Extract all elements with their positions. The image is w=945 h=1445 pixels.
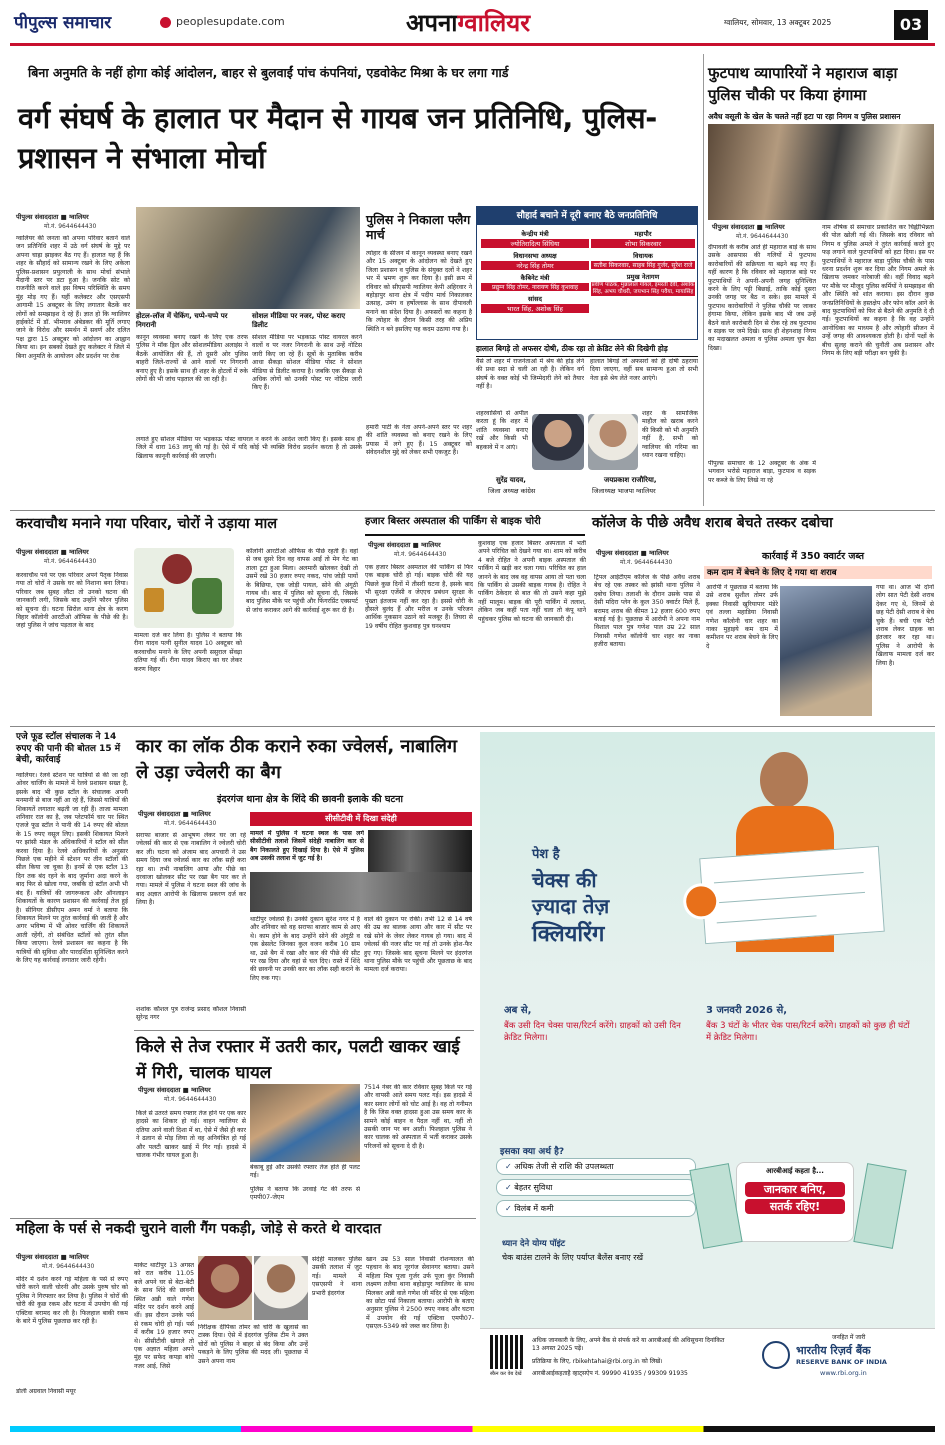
leaders-header: सौहार्द बचाने में दूरी बनाए बैठे जनप्रतिनिधि: [477, 207, 697, 225]
lead-mobile: मो.नं. 9644644430: [44, 223, 97, 230]
paper-logo: [14, 10, 111, 33]
meaning-item-label: बेहतर सुविधा: [514, 1183, 553, 1192]
leader-names: शोभा सिकरवार: [591, 239, 695, 248]
model-head: [760, 752, 808, 808]
quote2-name: जयप्रकाश राजौरिया,: [604, 476, 657, 484]
quote1-text: शहरवासियों से अपील करता हूं कि शहर में शांति व्यवस्था बनाए रखें और किसी भी बहकावे में न आएं।: [476, 410, 528, 451]
leader-role: कैबिनेट मंत्री: [520, 274, 550, 282]
quotes-left-text: वैसे तो शहर में राजनेताओं में श्रेय की होड़ लेने की प्रथा सदा से चली आ रही है। लेकिन वर्ग संघर्ष के वक्त कोई भी जिम्मेदारी लेने को तैयार नहीं है।: [476, 358, 584, 391]
purse-col3a: संदेही मालकर पुलिस उसकी तलाश में जुट गई। मामले में एसएसपी ने थाना प्रभारी इंदरगंज: [312, 1256, 362, 1297]
meaning-item: [496, 1158, 696, 1175]
quote1-role: जिला अध्यक्ष कांग्रेस: [488, 487, 536, 495]
leader-role: विधानसभा अध्यक्ष: [513, 252, 557, 260]
leader-role: प्रमुख नेतागण: [626, 273, 660, 281]
cctv-photo-2: [250, 872, 472, 912]
accused-photo-2: [254, 1256, 308, 1320]
stall-headline: एजे फूड स्टॉल संचालक ने 14 रुपए की पानी की बोतल 15 में बेची, कार्रवाई: [16, 732, 121, 765]
fort-mobile: मो.नं. 9644644430: [164, 1096, 217, 1103]
fort-byline: पीपुल्स संवाददाता ■ ग्वालियर: [138, 1086, 211, 1094]
meaning-item-label: अधिक तेजी से राशि की उपलब्धता: [514, 1162, 614, 1171]
maharaj-col1b: पीपुल्स समाचार के 12 अक्टूबर के अंक में भगवान भरोसे महाराज बाड़ा, फुटपाथ व सड़क पर कब्जे के लिए लिखे ना रहे: [708, 460, 816, 484]
bike-col2: कुशवाह एक हजार बिस्तर अस्पताल में भर्ती अपने परिचित को देखने गया था। शाम को करीब 4 बजे रोहित ने अपनी बाइक अस्पताल की पार्किंग में खड़ी कर चला गया। परिचित का हाल जानने के बाद जब वह वापस आया तो पता चला कि पार्किंग से उसकी बाइक गायब है। रोहित ने पार्किंग ठेकेदार से बात की तो उसने कहा मुझे नहीं मालूम। बाइक की पूरी पार्किंग में तलाश, लेकिन जब कहीं पता नहीं चला तो कंपू थाने पहुंचकर पुलिस को घटना की जानकारी दी।: [478, 540, 586, 623]
lead-byline: पीपुल्स संवाददाता ■ ग्वालियर: [16, 213, 89, 221]
jewel-byline: पीपुल्स संवाददाता ■ ग्वालियर: [138, 810, 211, 818]
purse-col1: मंदिर में दर्शन करने गई महिला के पर्स से रुपए चोरी करने वाली चोरनी और उसके पुरुष चोर को पुलिस ने गिरफ्तार कर लिया है। पुलिस ने चोरों की चोरी की कुछ रकम और घटना में उपयोग की गई एक्टिवा बरामद कर ली है। फिलहाल बाकी रकम के बारे में पुलिस पूछताछ कर रही है।: [16, 1276, 128, 1326]
leader-names: ज्योतिरादित्य सिंधिया: [481, 239, 589, 248]
cctv-photo: [368, 830, 472, 874]
bike-col1: एक हजार बिस्तर अस्पताल की पार्किंग से फिर एक बाइक चोरी हो गई। बाइक चोरी की यह पिछले कुछ दिनों में तीसरी घटना है, इसके बाद भी सुरक्षा एजेंसी व जेएएच प्रबंधन सुरक्षा के पुख्ता इंतजाम नहीं कर रहा है। इससे चोरी के हौसले बुलंद हैं और मरीज व उनके परिजन आर्थिक नुकसान उठाने को मजबूर हैं। तिघरा से 19 वर्षीय रोहित कुशवाह पुत्र घनश्याम: [365, 564, 473, 630]
meaning-head: इसका क्या अर्थ है?: [500, 1147, 565, 1157]
section-rule-4: [10, 1218, 476, 1219]
aware-2: सतर्क रहिए!: [745, 1199, 845, 1214]
fort-headline: किले से तेज रफ्तार में उतरी कार, पलटी खाकर खाई में गिरी, चालक घायल: [136, 1037, 460, 1083]
check-icon: ✓: [505, 1162, 515, 1171]
ad-title-2: ज़्यादा तेज़: [532, 894, 610, 918]
meaning-item-label: विलंब में कमी: [514, 1204, 554, 1213]
lead-photo-police: [136, 207, 360, 309]
ad-box1-text: बैंक उसी दिन चेक्स पास/रिटर्न करेंगे। ग्राहकों को उसी दिन क्रेडिट मिलेगा।: [504, 1021, 681, 1043]
quote1-photo: [532, 414, 584, 470]
leader-role: सांसद: [528, 295, 542, 303]
issue-date: ग्वालियर, सोमवार, 13 अक्टूबर 2025: [724, 18, 832, 27]
liquor-photo: [780, 586, 872, 716]
section-rule-1: [10, 510, 935, 511]
leader-names: प्रद्युम्न सिंह तोमर, नारायण सिंह कुशवाह: [481, 283, 589, 291]
bike-headline-rule: [365, 534, 585, 536]
ad-footer: [480, 1328, 935, 1407]
cheque-line: [715, 892, 865, 903]
leader-names: सतीश सिकरवार, साहब सिंह गुर्जर, सुरेश राजे: [591, 261, 695, 269]
fort-col2b: पुलिस ने बताया कि उरवाई गेट की तरफ से एमपी07-जेएम: [250, 1186, 360, 1202]
ad-title-3: क्लियरिंग: [532, 922, 605, 947]
leader-names: भारत सिंह, अशोक सिंह: [481, 304, 589, 313]
purse-byline: पीपुल्स संवाददाता ■ ग्वालियर: [16, 1253, 89, 1261]
cheque-graphic: [699, 846, 885, 944]
quote2-role: जिलाध्यक्ष भाजपा ग्वालियर: [592, 487, 656, 495]
leader-names: प्रवीण पाठक, मुन्नालाल गोयल, इमरती देवी, अशोक सिंह, अभय चौधरी, जयभान सिंह पवैया, मायासिंह: [591, 282, 695, 295]
cheque-line: [714, 872, 864, 883]
banknote-graphic-right: [853, 1163, 906, 1249]
thief-figure-icon: [162, 554, 192, 584]
karwa-byline: पीपुल्स संवाददाता ■ ग्वालियर: [16, 548, 89, 556]
masthead: [0, 0, 945, 44]
karwa-mobile: मो.नं. 9644644430: [44, 558, 97, 565]
cctv-header: सीसीटीवी में दिखा संदेही: [250, 812, 472, 826]
leader-names: नरेन्द्र सिंह तोमर: [481, 261, 589, 270]
ad-box-2: [706, 1002, 916, 1072]
rbi-mascot-box: [736, 1162, 854, 1242]
purse-col1b: डोली अग्रवाल निवासी मयूर: [16, 1388, 76, 1395]
jewel-col2: थाटीपुर ज्वेलर्स हैं। उनकी दुकान सुरेश नगर में है और शनिवार को वह सराफा बाजार काम से आए थे। काम होने के बाद उन्होंने सोने की अंगूठी व एक ब्रेसलेट जिनका कुल वजन करीब 10 ग्राम था, उसे बैग में रखा और कार की पीछे की सीट पर रख दिया और वहां से चल दिए। रास्ते में शिंदे की छावनी पर उनकी कार का लॉक सही कराने के लिए रुक गए।: [250, 916, 360, 982]
rbi-name-en: RESERVE BANK OF INDIA: [796, 1358, 887, 1366]
karwa-col2: मामला दर्ज कर लिया है। पुलिस ने बताया कि रीना यादव पत्नी सुनील यादव 10 अक्टूबर को करवाचौथ मनाने के लिए अपनी ससुराल सेंवढ़ा दतिया गई थीं। रीना यादव किराए का घर लेकर करण विहार: [134, 632, 242, 673]
stall-text: ग्वालियर। रेलवे स्टेशन पर यात्रियों से की जा रही ओवर चार्जिंग के मामले में रेलवे प्रशासन सख्त है, इसके बाद भी कुछ स्टॉल के संचालक अपनी मनमानी से बाज नहीं आ रहे हैं, जिससे यात्रियों की शिकायतें लगातार बढ़ती जा रही हैं। ताजा मामला शनिवार रात का है, जब प्लेटफॉर्म चार पर स्थित एजजे फूड स्टॉल ने पानी की 14 रुपए की बोतल के 15 रुपए वसूल लिए। इसकी शिकायत मिलने पर झांसी मंडल के अधिकारियों ने स्टॉल को सील करवा दिया है। रेलवे अधिकारियों के अनुसार पिछले एक महीने में स्टेशन पर तीन स्टॉलों की सील किया जा चुका है। इनमें से एक स्टॉल 13 दिन तक बंद रहने के बाद जुर्माना अदा करने के बाद फिर से खोला गया, जबकि दो स्टॉल अभी भी बंद हैं। यात्रियों की जागरूकता और ऑनलाइन शिकायतों के कारण प्रशासन की कार्रवाई तेज हुई है। सीनियर डीसीएम अमन वर्मा ने बताया कि शिकायत मिलने पर तुरंत कार्रवाई की जाती है और अगर भविष्य में भी ओवर चार्जिंग की शिकायतें आती रहेंगी, तो संबंधित स्टॉलों को तुरंत सील किया जाएगा। रेलवे प्रशासन का कहना है कि यात्रियों की सुविधा और पारदर्शिता सुनिश्चित करने के लिए यह कार्रवाई लगातार जारी रहेगी।: [16, 772, 128, 964]
purse-headline: महिला के पर्स से नकदी चुराने वाली गैंग पकड़ी, जोड़े से करते थे वारदात: [16, 1221, 382, 1237]
print-color-bar: [10, 1426, 935, 1432]
quote1-name: सुरेंद्र यादव,: [496, 476, 526, 484]
maharaj-col1: दीपावली के करीब आते ही महाराज बाड़े के साथ उसके आसपास की गलियों में फुटपाथ कारोबारियों की सक्रियता या बढ़ने बढ़ गए हैं। यहीं कारण है कि रविवार को महाराज बाड़े पर फुटपाथियों ने अपनी-अपनी जगह सुनिश्चित करने के लिए पट्टी बिछाई, ताकि कोई दूसरा उनकी जगह पर बैठ न सके। इस मामले में फुटपाथ कारोबारियों ने पुलिस चौकी पर जाकर हंगामा किया, लेकिन इसके बाद भी जब उन्हें बैठने वाले कारोबारी दिन से रोक रहे तब फुटपाथ व सड़क पर जमे दिखे। साथ ही शेहनशाह निगम का मदाखलत अमला व पुलिस अमला चुप बैठा दिखा।: [708, 244, 816, 352]
maharaj-col2: नाम शीर्षक से समाचार प्रकाशित कर चिह्नीभिन्नता की पोल खोली गई थी। जिसके बाद रविवार को निगम व पुलिस अमले ने तुरंत कार्रवाई करते हुए फड़ लगाने वाले फुटपाथियों को हटा दिया। इस पर फुटपाथियों ने महाराज बाड़ा पुलिस चौकी के पास धरना प्रदर्शन शुरू कर दिया और निगम अमले के खिलाफ जमकर नारेबाजी की। वहीं विवाद बढ़ने पर मौके पर मौजूद पुलिस कर्मियों ने समझाइश की और स्थिति को शांत कराया। इस दौरान कुछ जनप्रतिनिधियों के हस्तक्षेप और फोन काॅल आने के बाद फुटपाथियों को फिर से बैठने की अनुमति दे दी गई। फुटपाथियों का कहना है कि वह उन्होंने आनोधिका का माध्यम है और त्योहारी सीजन में उन्हें जगह की आवश्यकता होती है। दोनों पक्षों के बीच सुलह कराने की चुनौती अब प्रशासन और निगम के लिए बड़ी परीक्षा बन चुकी है।: [822, 224, 934, 358]
photo1-caption: होटल-लॉज में चेकिंग, चप्पे-चप्पे पर निगरानी: [136, 312, 228, 329]
photo2-text: सोशल मीडिया पर भड़काऊ पोस्ट वायरल करने वालों व पर नजर निगरानी के साथ उन्हें नोटिस जारी किए जा रहे हैं। सूत्रों के मुताबिक करीब आधा सैकड़ा सोशल मीडिया पोस्ट ने सोशल मीडिया से डिलीट कराया है। जबकि एक सैकड़ा से अधिक लोगों को उनकी पोस्ट पर नोटिस जारी किए हैं।: [252, 334, 362, 392]
globe-icon: [160, 17, 171, 28]
janhit: जनहित में जारी: [832, 1334, 866, 1341]
lead-col1: ग्वालियर की जनता को अपना परिवार बताने वाले जन प्रतिनिधि शहर में उठे वर्ग संघर्ष के मुद्दे पर अपना चाह्रा झाइकर बैठ गए हैं। हालात यह हैं कि शहर के सौहार्द को सामान्य रखने के लिए अकेला पुलिस-प्रशासन प्रयुत्नाली के साथ मोर्चा संभाले मैदानी स्तर पर डटा हुआ है। जनकि सोट को राजनीति करने वाले इस विषम परिस्थिति के समय मुंह मोड़ गए हैं। यहीं कलेक्टर और एसएसपी आगामी 15 अक्टूबर के लिए लगातार बैठकें कर लोगों को समझाइश दे रहे हैं। ज्ञात हो कि ग्वालियर हाईकोर्ट में डॉ. भीमराव अंबेडकर की मूर्ति लगाए जाने के विरोध और समर्थन में सवर्ण और दलित पक्ष द्वारा 15 अक्टूबर को आंदोलन का आह्वान किया था। इन सबको देखते हुए कलेक्टर ने जिले में बिना अनुमति के आयोजन और प्रदर्शन पर रोक: [16, 235, 130, 360]
cheque-line: [717, 915, 817, 923]
leaders-box: [476, 206, 698, 340]
rbi-name-hi: भारतीय रिज़र्व बैंक: [796, 1344, 871, 1357]
fort-col1: किले से उतरते समय रफ्तार तेज होने पर एक कार हादसे का शिकार हो गई। वाहन ग्वालियर से दतिया आने वाली दिशा में था, ऐसे में जैसे ही कार ने ढलान से मोड़ लिया तो वह अनियंत्रित हो गई और पलटी खाकर खाई में गिर गई। हादसे में चालक गंभीर घायल हुआ है।: [136, 1110, 246, 1160]
page-number: 03: [894, 10, 928, 40]
site-url[interactable]: peoplesupdate.com: [176, 15, 285, 28]
rbi-site[interactable]: www.rbi.org.in: [820, 1369, 867, 1377]
meaning-item: [496, 1179, 696, 1196]
attention-head: ध्यान देने योग्य पॉइंट: [502, 1239, 566, 1249]
rbi-emblem-icon: [762, 1341, 790, 1369]
meaning-list: [496, 1158, 696, 1221]
karwa-col3: कॉलोनी आरटीओ ऑफिस के पीछे रहती हैं। वहां से जब दूसरे दिन वह वापस आईं तो मेन गेट का ताला टूटा हुआ मिला। अलमारी खोलकर देखी तो उसमें रखे 30 हजार रुपए नकद, पांच जोड़ी पायों के बिछिया, एक जोड़ी पायल, सोने की अंगूठी गायब थी। बाद में पुलिस को सूचना दी, जिसके बाद पुलिस मौके पर पहुंची और फिंगरप्रिंट एक्सपर्ट से जांच कराकर आगे की कार्रवाई शुरू कर दी है।: [246, 548, 358, 614]
section-title-a: अपना: [406, 9, 458, 37]
lead-col-mid: लगाते हुए सोशल मीडिया पर भड़काऊ पोस्ट वायरल न करने के आदेश जारी किए हैं। इसके साथ ही जिले में धारा 163 लागू की गई है। ऐसे में यदि कोई भी व्यक्ति विरोध प्रदर्शन करता है तो उसके खिलाफ कानूनी कार्रवाई की जाएगी।: [136, 436, 362, 460]
ad-box-1: [504, 1002, 694, 1072]
purse-col3: निरीक्षक दीपिका तोमर को चोरी के खुलासे का टास्क दिया। ऐसे में इंदरगंज पुलिस टीम ने उक्त चोरों को पुलिस ने बाहर से बंद किया और उन्हें पकड़ने के लिए पुलिस की मदद ली। पूछताछ में उसने अपना नाम: [198, 1324, 308, 1365]
masthead-rule: [10, 43, 935, 46]
ad-box2-text: बैंक 3 घंटों के भीतर चेक पास/रिटर्न करेंगे। ग्राहकों को कुछ ही घंटों में क्रेडिट मिलेगा।: [706, 1021, 910, 1043]
section-title: [406, 6, 530, 39]
section-rule-2: [10, 726, 935, 727]
liquor-col3: गया था। आज भी दोनों लोग सात पेटी देसी शराब देकर गए थे, जिनमें से छह पेटी देसी शराब वे बेच चुके हैं। बची एक पेटी शराब लेकर ग्राहक का इंतजार कर रहा था। पुलिस ने आरोपी के खिलाफ मामला दर्ज कर लिया है।: [876, 584, 934, 667]
quote1: [476, 410, 586, 510]
flag-march-text: त्योहार के सीजन में कानून व्यवस्था बनाए रखने और 15 अक्टूबर के आंदोलन को देखते हुए जिला प्रशासन व पुलिस के संयुक्त दलों ने शहर भर में भ्रमण शुरू कर दिया है। इसी क्रम में रविवार को सीएसपी ग्वालियर केपी अहिरवार ने बहोड़ापुर थाना क्षेत्र में पदीय मार्च निकालकर उत्साह, उमंग व हर्षोल्लास के साथ दीपावली मनाने का संदेश दिया है। अफसरों का कहना है कि त्योहार के दौरान किसी तरह की अप्रिय स्थिति न बने इसलिए यह कदम उठाया गया है।: [366, 250, 472, 333]
leaders-left: [481, 229, 589, 316]
quotes-right-text: हालात बिगड़े तो अफसरों को ही दोषी ठहराया दिया जाएगा, वहीं सब सामान्य हुआ तो सभी नेता इसे श्रेय लेते नजर आएंगे।: [590, 358, 698, 382]
ad-box2-title: 3 जनवरी 2026 से,: [706, 1005, 788, 1016]
maharaj-mobile: मो.नं. 9644644430: [736, 233, 789, 240]
qr-code-icon[interactable]: [490, 1335, 524, 1369]
banknote-graphic-left: [689, 1163, 742, 1249]
leader-role: केन्द्रीय मंत्री: [521, 230, 549, 238]
bike-mobile: मो.नं. 9644644430: [394, 551, 447, 558]
footer-scan: स्कैन कर वेब देखें: [490, 1371, 522, 1377]
check-icon: ✓: [505, 1183, 515, 1192]
check-icon: ✓: [505, 1204, 515, 1213]
fort-col3: 7514 नंबर की कार रविवार सुबह किले पर गई और वापसी आते समय पलट गई। इस हादसे में कार सवार लोगों को चोट आई है। वह तो गनीमत है कि जिस वक्त हादसा हुआ उस समय कार के सामने कोई बाहन व पैदल नहीं था, नहीं तो उसकी जान पर बन आती। फिलहाल पुलिस ने कार चालक को अस्पताल में भर्ती कराकर उसके परिजनों को सूचना दे दी है।: [364, 1084, 472, 1150]
quote2-photo: [588, 414, 638, 470]
rbi-ad: [480, 732, 935, 1407]
bag-icon: [192, 578, 222, 614]
purse-col2: मार्केट थाटीपुर 13 अगस्त को रात करीब 11.05 बजे अपने घर से बेटा-बेटी के साथ शिंदे की छावनी स्थित अन्नी वाले गणेश मंदिर पर दर्शन करने आई थीं। इस दौरान उनके पर्स से रकम चोरी हो गई। पर्स में करीब 19 हजार रुपए थे। सीसीटीवी खंगाले तो एक अज्ञात महिला अपने मुंह पर सफेद कपड़ा बांधे नजर आई, जिसे: [134, 1262, 194, 1370]
maharaj-photo-crowd: [708, 124, 934, 220]
jewel-deck: इंदरगंज थाना क्षेत्र के शिंदे की छावनी इलाके की घटना: [217, 794, 403, 805]
leader-role: विधायक: [633, 252, 653, 260]
purse-mobile: मो.नं. 9644644430: [42, 1263, 95, 1270]
karwa-headline: करवाचौथ मनाने गया परिवार, चोरों ने उड़ाया माल: [16, 516, 278, 532]
bike-headline: हजार बिस्तर अस्पताल की पार्किंग से बाइक चोरी: [365, 516, 541, 527]
section-title-b: ग्वालियर: [457, 9, 531, 37]
jewel-headline: कार का लॉक ठीक कराने रुका ज्वेलर्स, नाबालिग ले उड़ा ज्वेलरी का बैग: [136, 736, 458, 783]
fort-photo: [250, 1084, 360, 1162]
karwa-col1: करवाचौथ पर्व पर एक परिवार अपने पैतृक निवास गया तो चोरों ने उसके घर को निशाना बना लिया। परिवार जब सुबह लौटा तो उनको घटना की जानकारी लगी, जिसके बाद उन्होंने फौरन पुलिस को सूचना दी। घटना सिरोल थाना क्षेत्र के करण विहार कॉलोनी आरटीओ ऑफिस के पीछे की है। जहां पुलिस ने जांच पड़ताल के बाद: [16, 572, 128, 630]
liquor-headline: कॉलेज के पीछे अवैध शराब बेचते तस्कर दबोचा: [592, 515, 833, 531]
paper-name: पीपुल्स समाचार: [14, 13, 112, 33]
quote2-text: शहर के सामाजिक माहौल को खराब करने की किसी को भी अनुमति नहीं है, सभी को ग्वालियर की गरिमा का ध्यान रखना चाहिए।: [642, 410, 698, 460]
section-rule-3: [134, 1030, 474, 1031]
footer-line-1: अधिक जानकारी के लिए, अपने बैंक से संपर्क करें या आरबीआई की अधिसूचना दिनांकित 13 अगस्त 2025 पढ़ें।: [532, 1337, 725, 1352]
liquor-sub: कार्रवाई में 350 क्वार्टर जब्त: [762, 551, 865, 562]
col-divider: [703, 54, 704, 506]
jewel-col3: वाले की दुकान पर रोकी। तभी 12 से 14 वर्ष की उम्र का बालक आया और कार में सीट पर रखे सोने के जेवर लेकर गायब हो गया। बाद में ज्वेलर्स की नजर सीट पर गई तो उनके होश-फैर हुए गए। जिसके बाद सूचना मिलने पर इंदरगंज थाना पुलिस मौके पर पहुंची और पूछताछ के बाद मामला दर्ज कराया।: [364, 916, 472, 974]
flag-march-head: पुलिस ने निकाला फ्लैग मार्च: [366, 212, 471, 242]
ad-box1-title: अब से,: [504, 1005, 532, 1016]
footer-line-2[interactable]: प्रतिक्रिया के लिए, rbikehtahai@rbi.org.in को लिखें।: [532, 1358, 663, 1365]
photo1-text: कानून व्यवस्था बनाए रखने के लिए एक तरफ पुलिस ने मॉक ड्रिल और सोशलमीडिया अलाइंस ने बैठकें आयोजित की हैं, तो दूसरी ओर पुलिस बाहरी जिले-राज्यों से आने वालों पर निगरानी बनाए हुए है। इसके साथ ही शहर के होटलों में रुके लोगों की भी जांच पड़ताल की जा रही है।: [136, 334, 248, 384]
quotes-header: हालात बिगड़े तो अफसर दोषी, ठीक रहा तो क्रेडिट लेने की दिखेगी होड़: [476, 344, 698, 357]
jewel-col1b: शशांक कौशल पुत्र राजेन्द्र प्रसाद कौशल निवासी सुरेन्द्र नगर: [136, 1006, 246, 1022]
jewel-col1: सराफा बाजार से आभूषण लेकर घर जा रहे ज्वेलर्स की कार से एक नाबालिग ने ज्वेलरी चोरी कर ली। घटना को अंजाम बाद अपचारी ने उस समय दिया जब ज्वेलर्स कार का लॉक सही करा रहा था। तभी नाबालिग आया और पीछे का दरवाजा खोलकर सीट पर रखा बैग पार कर ले गया। मामले में पुलिस ने घटना स्थल की जांच के बाद अज्ञात आरोपी के खिलाफ प्रकरण दर्ज कर लिया है।: [136, 832, 246, 907]
quotes-mid-text: हमारी पार्टी के नेता अपने-अपने स्तर पर शहर की शांति व्यवस्था को बनाए रखने के लिए प्रयास में लगे हुए हैं। 15 अक्टूबर को संवेदनशील मुद्दे को लेकर सभी एकजुट हैं।: [366, 424, 472, 457]
liquor-sub2: कम दाम में बेचने के लिए दे गया था शराब: [704, 566, 932, 579]
ad-pesh: पेश है: [532, 847, 560, 862]
meaning-item: [496, 1200, 696, 1217]
aware-1: जानकार बनिए,: [745, 1182, 845, 1197]
leader-role: महापौर: [634, 230, 652, 238]
attention-text: चेक बाउंस टालने के लिए पर्याप्त बैलेंस बनाए रखें: [502, 1253, 644, 1262]
accused-photo-1: [198, 1256, 252, 1320]
liquor-mobile: मो.नं. 9644644430: [620, 559, 673, 566]
fort-photo-caption: बेकाबू हुई और उसकी रफ्तार तेज होते ही पलट गई।: [250, 1164, 360, 1180]
liquor-col2: आरोपी ने पूछताछ में बताया कि उसे शराब सुशील तोमर उर्फ इक्का निवासी खुरियापार मंडेरे एवं तल्ला महाडिया निवासी गणेश कॉलोनी चार शहर का नाका मुहाइये कम दाम में कमीशन पर शराब बेचने के लिए दे: [706, 584, 778, 650]
purse-col4: खान उम्र 53 साल निवासी रोशन्यालत की पहचान के बाद नूरगंज सेवानगर बताया। उसने महिला मित्र पूजा गुर्जर उर्फ पूजा कुंर निवासी लक्ष्मण तलैया थाना बहोड़ापुर ग्वालियर के साथ मिलकर अन्नी वाले गणेश जी मंदिर से एक महिला का छोटा पर्स निकाला बताया। आरोपी के बताए अनुसार पुलिस ने 2500 रुपए नकद और घटना में उपयोग की गई एक्टिवा एमपी07-एसएल-5349 को जब्त कर लिया है।: [366, 1256, 474, 1331]
bike-byline: पीपुल्स संवाददाता ■ ग्वालियर: [368, 541, 441, 549]
lead-kicker: बिना अनुमति के नहीं होगा कोई आंदोलन, बाहर से बुलवाईं पांच कंपनियां, एडवोकेट मिश्रा के घर लगा गार्ड: [28, 65, 509, 80]
maharaj-byline: पीपुल्स संवाददाता ■ ग्वालियर: [712, 223, 785, 231]
rbi-says: आरबीआई कहता है...: [766, 1167, 824, 1175]
liquor-byline: पीपुल्स संवाददाता ■ ग्वालियर: [596, 549, 669, 557]
footer-line-3: आरबीआईकहताहै व्हाट्सऐप नं. 99990 41935 / 99309 91935: [532, 1370, 688, 1377]
cctv-text: मामले में पुलिस ने घटना स्थल के पास लगे सीसीटीवी तलाशे जिसमें संदेही नाबालिग कार से बैग निकालते हुए दिखाई दिया है। ऐसे में पुलिस अब उसकी तलाश में जुट गई है।: [250, 830, 364, 863]
photo2-caption: सोशल मीडिया पर नजर, पोस्ट कराए डिलीट: [252, 312, 346, 329]
leaders-right: [591, 229, 695, 299]
lead-headline: वर्ग संघर्ष के हालात पर मैदान से गायब जन प्रतिनिधि, पुलिस-प्रशासन ने संभाला मोर्चा: [18, 101, 658, 175]
maharaj-deck: अवैध वसूली के खेल के चलते नहीं हटा पा रहा निगम व पुलिस प्रशासन: [708, 112, 901, 121]
maharaj-headline: फुटपाथ व्यापारियों ने महाराज बाड़ा पुलिस चौकी पर किया हंगामा: [708, 64, 898, 104]
ad-title-1: चेक्स की: [532, 868, 597, 892]
thief-illustration: [134, 548, 234, 628]
lock-icon: [144, 588, 164, 612]
liquor-text: ट्रिपल आईटीएम कॉलेज के पीछे अवैध शराब बेच रहे एक तस्कर को झांसी थाना पुलिस ने दबोच लिया। तलाशी के दौरान उसके पास से देसी मदिरा प्लेन के कुल 350 क्वार्टर मिले हैं, बरामद शराब की कीमत 12 हजार 600 रुपए बताई गई है। पूछताछ में आरोपी ने अपना नाम विशाल पाल पुत्र गणेश पाल उम्र 22 साल निवासी गणेश कॉलोनी चार शहर का नाका हजीरा बताया।: [594, 574, 700, 649]
jewel-mobile: मो.नं. 9644644430: [164, 820, 217, 827]
quote2: [588, 410, 700, 510]
